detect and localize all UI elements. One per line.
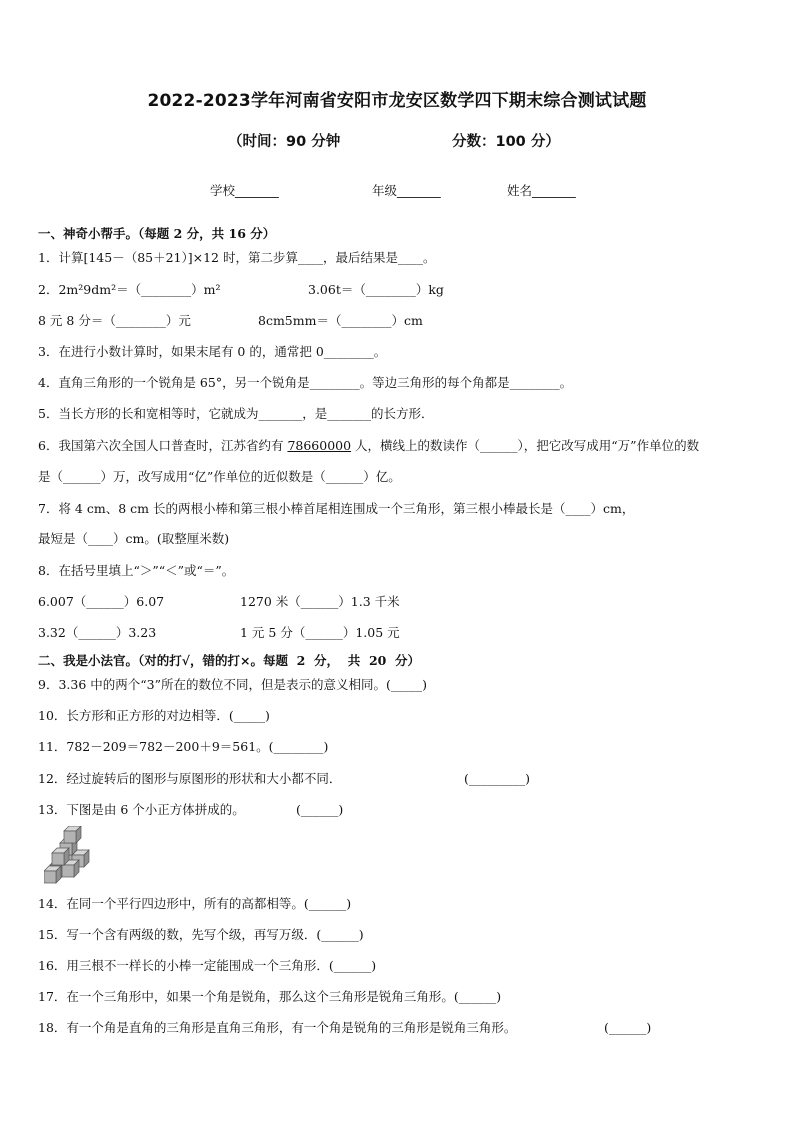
question-13-answer: (______) [296,802,344,817]
question-5: 5．当长方形的长和宽相等时，它就成为_______，是_______的长方形． [38,406,434,421]
question-15: 15．写一个含有两级的数，先写个级，再写万级．(______) [38,927,364,942]
question-7-line-2: 最短是（____）cm。(取整厘米数) [38,531,230,546]
question-8: 8．在括号里填上“＞”“＜”或“＝”。 [38,563,235,578]
question-11: 11．782－209＝782－200＋9＝561。(________) [38,739,329,754]
question-3: 3．在进行小数计算时，如果末尾有 0 的，通常把 0________。 [38,344,387,359]
time-limit: （时间：90 分钟 [228,134,341,150]
question-18-answer: (______) [604,1020,652,1035]
question-2a: 2．2m²9dm²＝（________）m² [38,282,221,297]
question-14: 14．在同一个平行四边形中，所有的高都相等。(______) [38,896,352,911]
grade-field: 年级_______ [372,183,441,198]
question-12-answer: (_________) [464,771,531,786]
question-18: 18．有一个角是直角的三角形是直角三角形，有一个角是锐角的三角形是锐角三角形。 [38,1020,517,1035]
question-16: 16．用三根不一样长的小棒一定能围成一个三角形．(______) [38,958,377,973]
q6-text-b: 人，横线上的数读作（______），把它改写成用“万”作单位的数 [351,438,700,453]
question-10: 10．长方形和正方形的对边相等．(_____) [38,708,270,723]
question-8b: 1270 米（______）1.3 千米 [240,594,400,609]
question-1: 1．计算[145－（85＋21）]×12 时，第二步算____，最后结果是____。 [38,250,436,265]
question-12: 12．经过旋转后的图形与原图形的形状和大小都不同． [38,771,342,786]
name-field: 姓名_______ [507,183,576,198]
page-title: 2022-2023学年河南省安阳市龙安区数学四下期末综合测试试题 [147,91,647,111]
question-6-line-2: 是（______）万，改写成用“亿”作单位的近似数是（______）亿。 [38,469,401,484]
total-score: 分数：100 分） [452,134,560,150]
question-8d: 1 元 5 分（______）1.05 元 [240,625,400,640]
school-field: 学校_______ [210,183,279,198]
question-7-line-1: 7．将 4 cm、8 cm 长的两根小棒和第三根小棒首尾相连围成一个三角形，第三根小棒最长是（____）cm， [38,501,635,516]
question-17: 17．在一个三角形中，如果一个角是锐角，那么这个三角形是锐角三角形。(______) [38,989,502,1004]
q6-population-number: 78660000 [287,438,352,453]
question-2d: 8cm5mm＝（________）cm [258,313,423,328]
section-1-heading: 一、神奇小帮手。（每题 2 分，共 16 分） [38,226,276,241]
question-2c: 8 元 8 分＝（________）元 [38,313,191,328]
question-8c: 3.32（______）3.23 [38,625,157,640]
section-2-heading: 二、我是小法官。（对的打√，错的打×。每题 2 分， 共 20 分） [38,653,421,668]
cube-stack-icon [44,826,100,884]
question-4: 4．直角三角形的一个锐角是 65°，另一个锐角是________。等边三角形的每个角都是________。 [38,375,573,390]
question-8a: 6.007（______）6.07 [38,594,165,609]
q6-text-a: 6．我国第六次全国人口普查时，江苏省约有 [38,438,288,453]
question-13: 13．下图是由 6 个小正方体拼成的。 [38,802,245,817]
question-6-line-1 [38,438,699,454]
question-2b: 3.06t＝（________）kg [308,282,444,297]
question-9: 9．3.36 中的两个“3”所在的数位不同，但是表示的意义相同。(_____) [38,677,427,692]
